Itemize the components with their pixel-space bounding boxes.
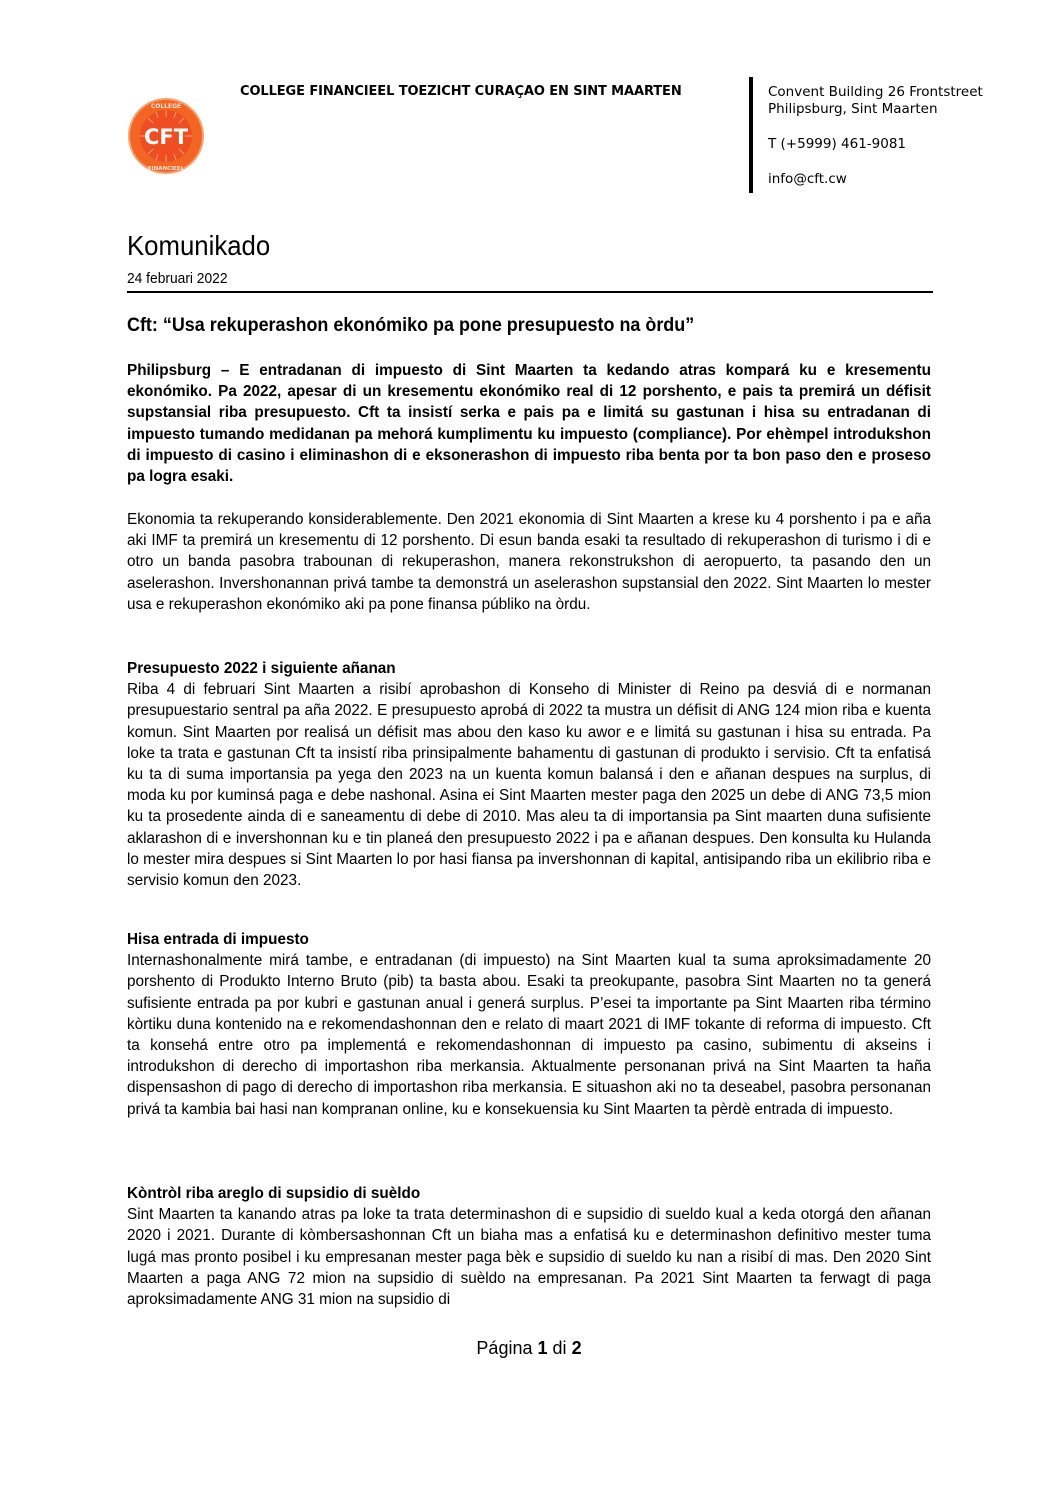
address-line-1: Convent Building 26 Frontstreet: [768, 84, 983, 100]
section-heading: Kòntròl riba areglo di supsidio di suèldo: [127, 1185, 421, 1202]
page-separator: di: [552, 1338, 567, 1358]
organization-name: COLLEGE FINANCIEEL TOEZICHT CURAÇAO EN SINT MAARTEN: [240, 84, 682, 99]
svg-text:COLLEGE: COLLEGE: [150, 103, 182, 110]
section-heading: Hisa entrada di impuesto: [127, 931, 309, 948]
section-body: Internashonalmente mirá tambe, e entradanan (di impuesto) na Sint Maarten kual ta suma aproksimadamente 20 porshento di Produkto Interno Bruto (pib) ta basta abou. Esaki ta preokupante, pasobra Sint Maarten no ta generá sufisiente entrada pa por kubri e gastunan anual i generá surplus. P’esei ta importante pa Sint Maarten riba término kòrtiku duna kontenido na e rekomendashonnan den e relato di maart 2021 di IMF tokante di reforma di impuesto. Cft ta konsehá entre otro pa implementá e rekomendashonnan di impuesto pa casino, subimentu di akseins i introdukshon di derecho di importashon riba merkansia. Aktualmente personanan privá na Sint Maarten ta haña dispensashon di pago di derecho di importashon riba merkansia. E situashon aki no ta deseabel, pasobra personanan privá ta kambia bai hasi nan kompranan online, ku e konsekuensia ku Sint Maarten ta pèrdè entrada di impuesto.: [127, 952, 931, 1118]
page-total: 2: [571, 1338, 582, 1358]
header-divider: [749, 77, 753, 193]
document-type-title: Komunikado: [127, 230, 271, 261]
lead-text: Philipsburg – E entradanan di impuesto di Sint Maarten ta kedando atras kompará ku e kresementu ekonómiko. Pa 2022, apesar di un kresementu ekonómiko real di 12 porshento, e pais ta premirá un défisit supstansial riba presupuesto. Cft ta insistí serka e pais pa e limitá su gastunan i hisa su entradanan di impuesto tumando medidanan pa mehorá kumplimentu ku impuesto (compliance). Por ehèmpel introdukshon di impuesto di casino i eliminashon di e eksonerashon di impuesto riba benta por ta bon paso den e proseso pa logra esaki.: [127, 362, 931, 486]
section-economy: [127, 509, 931, 615]
press-headline: Cft: “Usa rekuperashon ekonómiko pa pone presupuesto na òrdu”: [127, 314, 695, 336]
cft-logo-icon: [127, 97, 205, 175]
address-line-2: Philipsburg, Sint Maarten: [768, 101, 938, 117]
page-label: Página: [476, 1338, 533, 1358]
section-budget: [127, 658, 931, 891]
section-body: Riba 4 di februari Sint Maarten a risibí aprobashon di Konseho di Minister di Reino pa desviá di e normanan presupuestario sentral pa aña 2022. E presupuesto aprobá di 2022 ta mustra un défisit di ANG 124 mion riba e kuenta komun. Sint Maarten por realisá un défisit mas abou den kaso ku awor e e limitá su gastunan i hisa su entrada. Pa loke ta trata e gastunan Cft ta insistí riba prinsipalmente bahamentu di gastunan di produkto i servisio. Cft ta enfatisá ku ta di suma importansia pa yega den 2023 na un kuenta komun balansá i den e añanan despues na surplus, di moda ku por kuminsá paga e debe nashonal. Asina ei Sint Maarten mester paga den 2025 un debe di ANG 73,5 mion ku ta prosedente ainda di e saneamentu di debe di 2010. Mas aleu ta di importansia pa Sint maarten duna sufisiente aklarashon di e invershonnan ku e tin planeá den presupuesto 2022 i pa e añanan despues. Den konsulta ku Hulanda lo mester mira despues si Sint Maarten lo por hasi fiansa pa invershonnan di kapital, antisipando riba un ekilibrio riba e servisio komun den 2023.: [127, 681, 931, 890]
lead-paragraph: [127, 360, 931, 487]
section-body: Sint Maarten ta kanando atras pa loke ta trata determinashon di e supsidio di sueldo kual a keda otorgá den añanan 2020 i 2021. Durante di kòmbersashonnan Cft un biaha mas a enfatisá ku e determinashon definitivo mester tuma lugá mas pronto posibel i ku empresanan mester paga bèk e supsidio di sueldo ku nan a risibí di mas. Den 2020 Sint Maarten a paga ANG 72 mion na supsidio di suèldo na empresanan. Pa 2021 Sint Maarten ta ferwagt di paga aproksimadamente ANG 31 mion na supsidio di: [127, 1206, 931, 1309]
page-current: 1: [537, 1338, 548, 1358]
section-body: Ekonomia ta rekuperando konsiderablemente. Den 2021 ekonomia di Sint Maarten a krese ku 4 porshento i pa e aña aki IMF ta premirá un kresementu di 12 porshento. Di esun banda esaki ta resultado di rekuperashon di turismo i di e otro un banda pasobra trabounan di rekuperashon, manera rekonstrukshon di aeropuerto, ta pasando den un aselerashon. Invershonannan privá tambe ta demonstrá un aselerashon supstansial den 2022. Sint Maarten lo mester usa e rekuperashon ekonómiko aki pa pone finansa públiko na òrdu.: [127, 511, 931, 613]
phone-number: T (+5999) 461-9081: [768, 136, 907, 152]
title-rule: [127, 291, 933, 293]
page-number: [0, 1338, 1058, 1359]
section-wage-subsidy: [127, 1183, 931, 1310]
contact-block: [768, 84, 983, 188]
section-heading: Presupuesto 2022 i siguiente añanan: [127, 660, 396, 677]
email-address: info@cft.cw: [768, 171, 847, 187]
document-date: 24 februari 2022: [127, 270, 228, 287]
svg-text:FINANCIEEL: FINANCIEEL: [147, 166, 185, 172]
section-tax-revenue: [127, 929, 931, 1120]
svg-text:CFT: CFT: [143, 125, 189, 149]
